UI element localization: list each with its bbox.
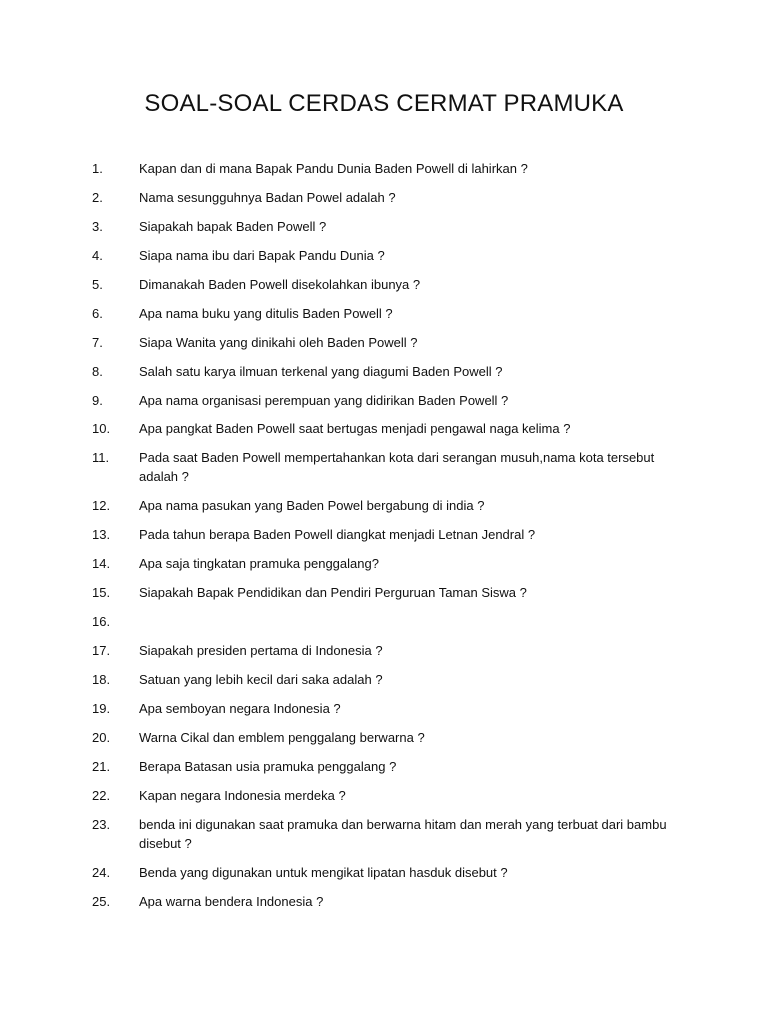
- question-text: Apa nama organisasi perempuan yang didirikan Baden Powell ?: [139, 392, 509, 408]
- question-text: Warna Cikal dan emblem penggalang berwarna ?: [139, 729, 425, 745]
- question-text: benda ini digunakan saat pramuka dan berwarna hitam dan merah yang terbuat dari bambu disebut ?: [139, 816, 667, 851]
- question-item: [92, 333, 692, 352]
- question-text: Siapakah presiden pertama di Indonesia ?: [139, 643, 383, 658]
- question-item: [92, 583, 692, 602]
- question-number: 24.: [92, 864, 111, 880]
- question-number: 1.: [92, 161, 103, 176]
- question-number: 3.: [92, 218, 103, 234]
- question-item: [92, 612, 692, 631]
- question-item: [92, 159, 692, 178]
- question-text: Nama sesungguhnya Badan Powel adalah ?: [139, 189, 396, 205]
- question-number: 9.: [92, 392, 103, 408]
- question-text: Apa nama buku yang ditulis Baden Powell ?: [139, 305, 393, 321]
- question-item: [92, 786, 692, 805]
- question-item: [92, 525, 692, 544]
- question-text: Apa nama pasukan yang Baden Powel bergabung di india ?: [139, 498, 485, 514]
- question-item: [92, 391, 692, 410]
- question-text: Salah satu karya ilmuan terkenal yang diagumi Baden Powell ?: [139, 363, 503, 379]
- question-number: 15.: [92, 585, 111, 601]
- question-item: [92, 419, 692, 438]
- question-number: 7.: [92, 334, 103, 350]
- question-list: [92, 159, 692, 920]
- question-number: 2.: [92, 189, 103, 205]
- question-item: [92, 554, 692, 573]
- question-item: [92, 246, 692, 265]
- question-number: 4.: [92, 247, 103, 263]
- question-text: Apa warna bendera Indonesia ?: [139, 893, 324, 909]
- question-text: Siapa Wanita yang dinikahi oleh Baden Powell ?: [139, 334, 418, 350]
- question-text: Siapa nama ibu dari Bapak Pandu Dunia ?: [139, 247, 385, 263]
- page-title: SOAL-SOAL CERDAS CERMAT PRAMUKA: [144, 90, 624, 117]
- question-item: [92, 892, 692, 911]
- question-text: Apa pangkat Baden Powell saat bertugas menjadi pengawal naga kelima ?: [139, 421, 571, 437]
- question-item: [92, 188, 692, 207]
- question-text: Kapan negara Indonesia merdeka ?: [139, 787, 346, 803]
- question-text: Pada tahun berapa Baden Powell diangkat menjadi Letnan Jendral ?: [139, 527, 536, 543]
- question-item: [92, 815, 692, 853]
- question-text: Kapan dan di mana Bapak Pandu Dunia Baden Powell di lahirkan ?: [139, 161, 528, 176]
- question-item: [92, 863, 692, 882]
- question-number: 16.: [92, 614, 111, 630]
- question-number: 10.: [92, 421, 111, 437]
- question-number: 12.: [92, 498, 111, 514]
- question-text: Benda yang digunakan untuk mengikat lipatan hasduk disebut ?: [139, 864, 508, 880]
- question-item: [92, 217, 692, 236]
- question-item: [92, 496, 692, 515]
- question-item: [92, 641, 692, 660]
- question-number: 21.: [92, 758, 111, 774]
- question-text: Apa saja tingkatan pramuka penggalang?: [139, 556, 379, 572]
- question-text: Berapa Batasan usia pramuka penggalang ?: [139, 758, 397, 774]
- question-number: 20.: [92, 729, 111, 745]
- question-text: Siapakah bapak Baden Powell ?: [139, 218, 327, 234]
- question-item: [92, 757, 692, 776]
- question-text: Dimanakah Baden Powell disekolahkan ibunya ?: [139, 276, 421, 292]
- question-number: 19.: [92, 700, 111, 716]
- question-number: 13.: [92, 527, 111, 543]
- question-number: 8.: [92, 363, 103, 379]
- question-number: 22.: [92, 787, 111, 803]
- question-text: Pada saat Baden Powell mempertahankan kota dari serangan musuh,nama kota tersebut adalah ?: [139, 450, 655, 485]
- question-number: 6.: [92, 305, 103, 321]
- question-text: Satuan yang lebih kecil dari saka adalah ?: [139, 671, 383, 687]
- question-number: 25.: [92, 893, 111, 909]
- question-text: Siapakah Bapak Pendidikan dan Pendiri Perguruan Taman Siswa ?: [139, 585, 527, 601]
- question-item: [92, 670, 692, 689]
- question-number: 11.: [92, 450, 110, 466]
- question-item: [92, 362, 692, 381]
- question-item: [92, 699, 692, 718]
- question-number: 5.: [92, 276, 103, 292]
- question-text: Apa semboyan negara Indonesia ?: [139, 700, 341, 716]
- question-number: 14.: [92, 556, 111, 572]
- question-item: [92, 728, 692, 747]
- question-number: 23.: [92, 816, 111, 832]
- question-item: [92, 275, 692, 294]
- question-number: 17.: [92, 643, 111, 658]
- question-item: [92, 448, 692, 486]
- question-number: 18.: [92, 671, 111, 687]
- question-item: [92, 304, 692, 323]
